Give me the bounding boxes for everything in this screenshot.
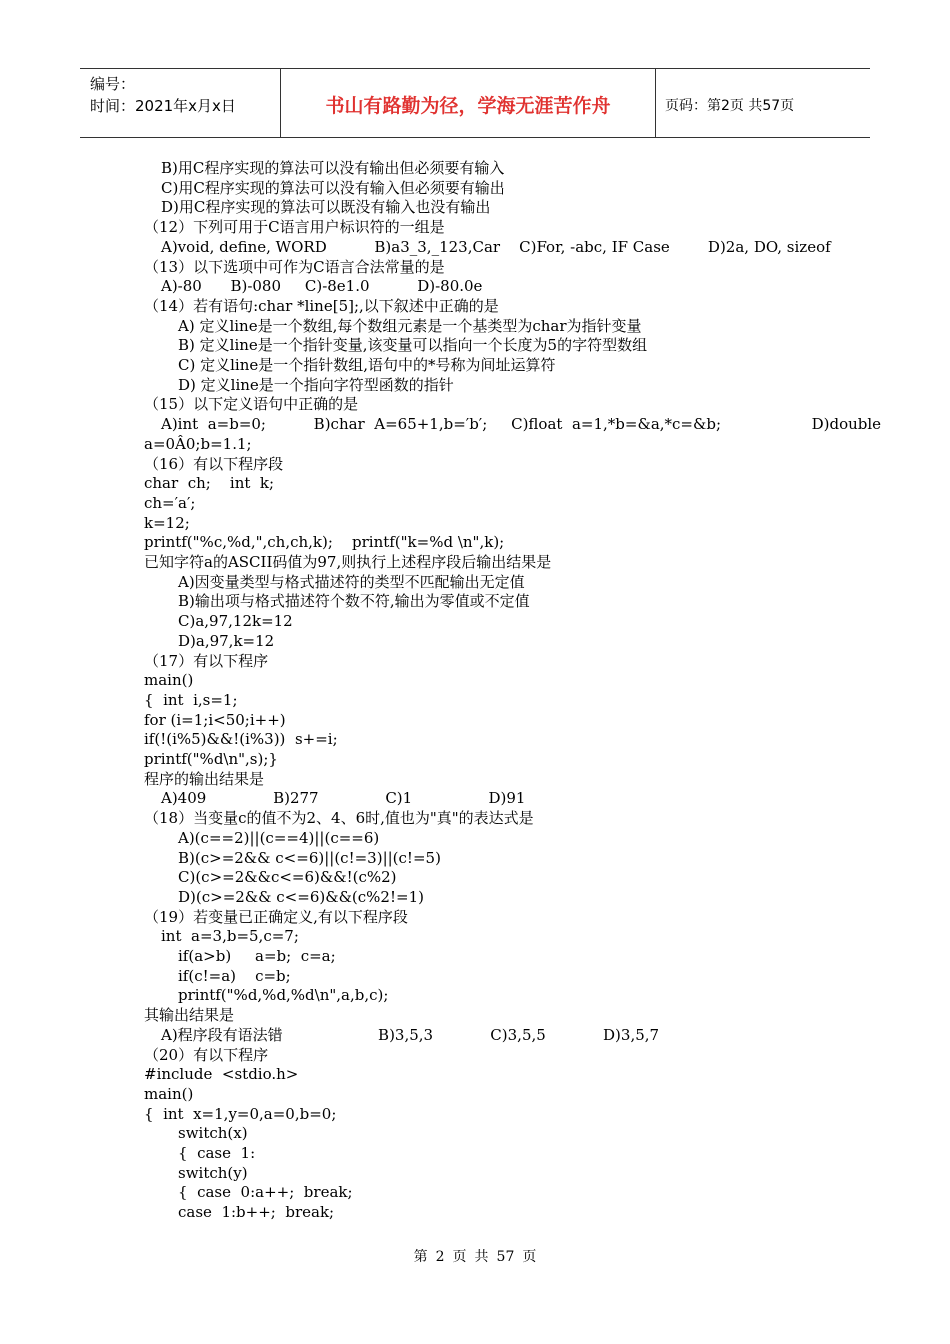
- text-line: main(): [144, 1084, 194, 1103]
- text-line: ch=′a′;: [144, 493, 196, 512]
- text-line: if(c!=a) c=b;: [178, 966, 291, 985]
- text-line: if(!(i%5)&&!(i%3)) s+=i;: [144, 730, 338, 749]
- text-line: D)用C程序实现的算法可以既没有输入也没有输出: [161, 198, 491, 217]
- text-line: B)用C程序实现的算法可以没有输出但必须要有输入: [161, 159, 505, 177]
- text-line: printf("%c,%d,",ch,ch,k); printf("k=%d \n",k);: [144, 533, 505, 552]
- text-line: C)a,97,12k=12: [178, 612, 293, 631]
- text-line: main(): [144, 671, 194, 690]
- text-line: C)(c>=2&&c<=6)&&!(c%2): [178, 868, 397, 887]
- text-line: A)(c==2)||(c==4)||(c==6): [178, 828, 380, 847]
- text-line: printf("%d\n",s);}: [144, 750, 278, 768]
- text-line: switch(y): [178, 1163, 248, 1182]
- text-line: if(a>b) a=b; c=a;: [178, 947, 336, 965]
- footer-total-number: 57: [496, 1249, 515, 1265]
- text-line: D) 定义line是一个指向字符型函数的指针: [178, 375, 454, 394]
- header-meta: [80, 69, 280, 137]
- text-line: （15）以下定义语句中正确的是: [144, 395, 359, 414]
- date-label: 时间：2021年x月x日: [90, 97, 236, 115]
- text-line: switch(x): [178, 1124, 248, 1143]
- text-line: case 1:b++; break;: [178, 1203, 335, 1222]
- text-line: A)409 B)277 C)1 D)91: [161, 789, 526, 808]
- text-line: （16）有以下程序段: [144, 454, 284, 473]
- text-line: { int i,s=1;: [144, 690, 238, 709]
- text-line: （13）以下选项中可作为C语言合法常量的是: [144, 257, 445, 276]
- text-line: { int x=1,y=0,a=0,b=0;: [144, 1104, 337, 1123]
- text-line: printf("%d,%d,%d\n",a,b,c);: [178, 986, 389, 1005]
- text-line: A)-80 B)-080 C)-8e1.0 D)-80.0e: [161, 277, 483, 296]
- text-line: （19）若变量已正确定义,有以下程序段: [144, 907, 408, 926]
- text-line: A)因变量类型与格式描述符的类型不匹配输出无定值: [178, 572, 525, 591]
- text-line: D)(c>=2&& c<=6)&&(c%2!=1): [178, 887, 424, 906]
- text-line: k=12;: [144, 513, 190, 532]
- text-line: int a=3,b=5,c=7;: [161, 927, 299, 946]
- text-line: （14）若有语句:char *line[5];,以下叙述中正确的是: [144, 296, 499, 315]
- text-line: B)(c>=2&& c<=6)||(c!=3)||(c!=5): [178, 848, 441, 867]
- text-line: { case 1:: [178, 1144, 256, 1162]
- text-line: （18）当变量c的值不为2、4、6时,值也为"真"的表达式是: [144, 809, 534, 828]
- footer-page-number: 2: [435, 1249, 445, 1265]
- serial-label: 编号：: [90, 75, 136, 93]
- text-line: a=0Â0;b=1.1;: [144, 434, 252, 453]
- text-line: （17）有以下程序: [144, 651, 269, 670]
- header-motto-cell: [280, 69, 656, 137]
- text-line: 已知字符a的ASCII码值为97,则执行上述程序段后输出结果是: [144, 553, 552, 571]
- text-line: C) 定义line是一个指针数组,语句中的*号称为间址运算符: [178, 356, 556, 374]
- text-line: 程序的输出结果是: [144, 769, 265, 788]
- footer-page-unit: 页: [452, 1249, 467, 1265]
- text-line: B)输出项与格式描述符个数不符,输出为零值或不定值: [178, 592, 530, 611]
- footer-prefix: 第: [413, 1249, 428, 1265]
- text-line: B) 定义line是一个指针变量,该变量可以指向一个长度为5的字符型数组: [178, 336, 648, 355]
- text-line: （12）下列可用于C语言用户标识符的一组是: [144, 218, 445, 237]
- text-line: 其输出结果是: [144, 1006, 235, 1025]
- page-header: [80, 68, 870, 138]
- footer-total-unit: 页: [522, 1249, 537, 1265]
- text-line: D)a,97,k=12: [178, 631, 275, 650]
- text-line: char ch; int k;: [144, 474, 275, 493]
- text-line: for (i=1;i<50;i++): [144, 710, 286, 729]
- motto: 书山有路勤为径，学海无涯苦作舟: [325, 95, 611, 117]
- page-footer: [0, 1246, 950, 1266]
- footer-total-prefix: 共: [474, 1249, 489, 1265]
- text-line: { case 0:a++; break;: [178, 1183, 353, 1202]
- page-info: 页码：第2页 共57页: [665, 98, 795, 114]
- text-line: #include <stdio.h>: [144, 1065, 299, 1084]
- text-line: C)用C程序实现的算法可以没有输入但必须要有输出: [161, 178, 505, 197]
- text-line: A)程序段有语法错 B)3,5,3 C)3,5,5 D)3,5,7: [161, 1025, 660, 1044]
- text-line: （20）有以下程序: [144, 1045, 269, 1064]
- text-line: A) 定义line是一个数组,每个数组元素是一个基类型为char为指针变量: [178, 316, 642, 335]
- header-page-cell: [655, 69, 870, 137]
- text-line: A)int a=b=0; B)char A=65+1,b=′b′; C)float a=1,*b=&a,*c=&b; D)double: [161, 415, 882, 434]
- text-line: A)void, define, WORD B)a3_3,_123,Car C)For, -abc, IF Case D)2a, DO, sizeof: [161, 237, 831, 256]
